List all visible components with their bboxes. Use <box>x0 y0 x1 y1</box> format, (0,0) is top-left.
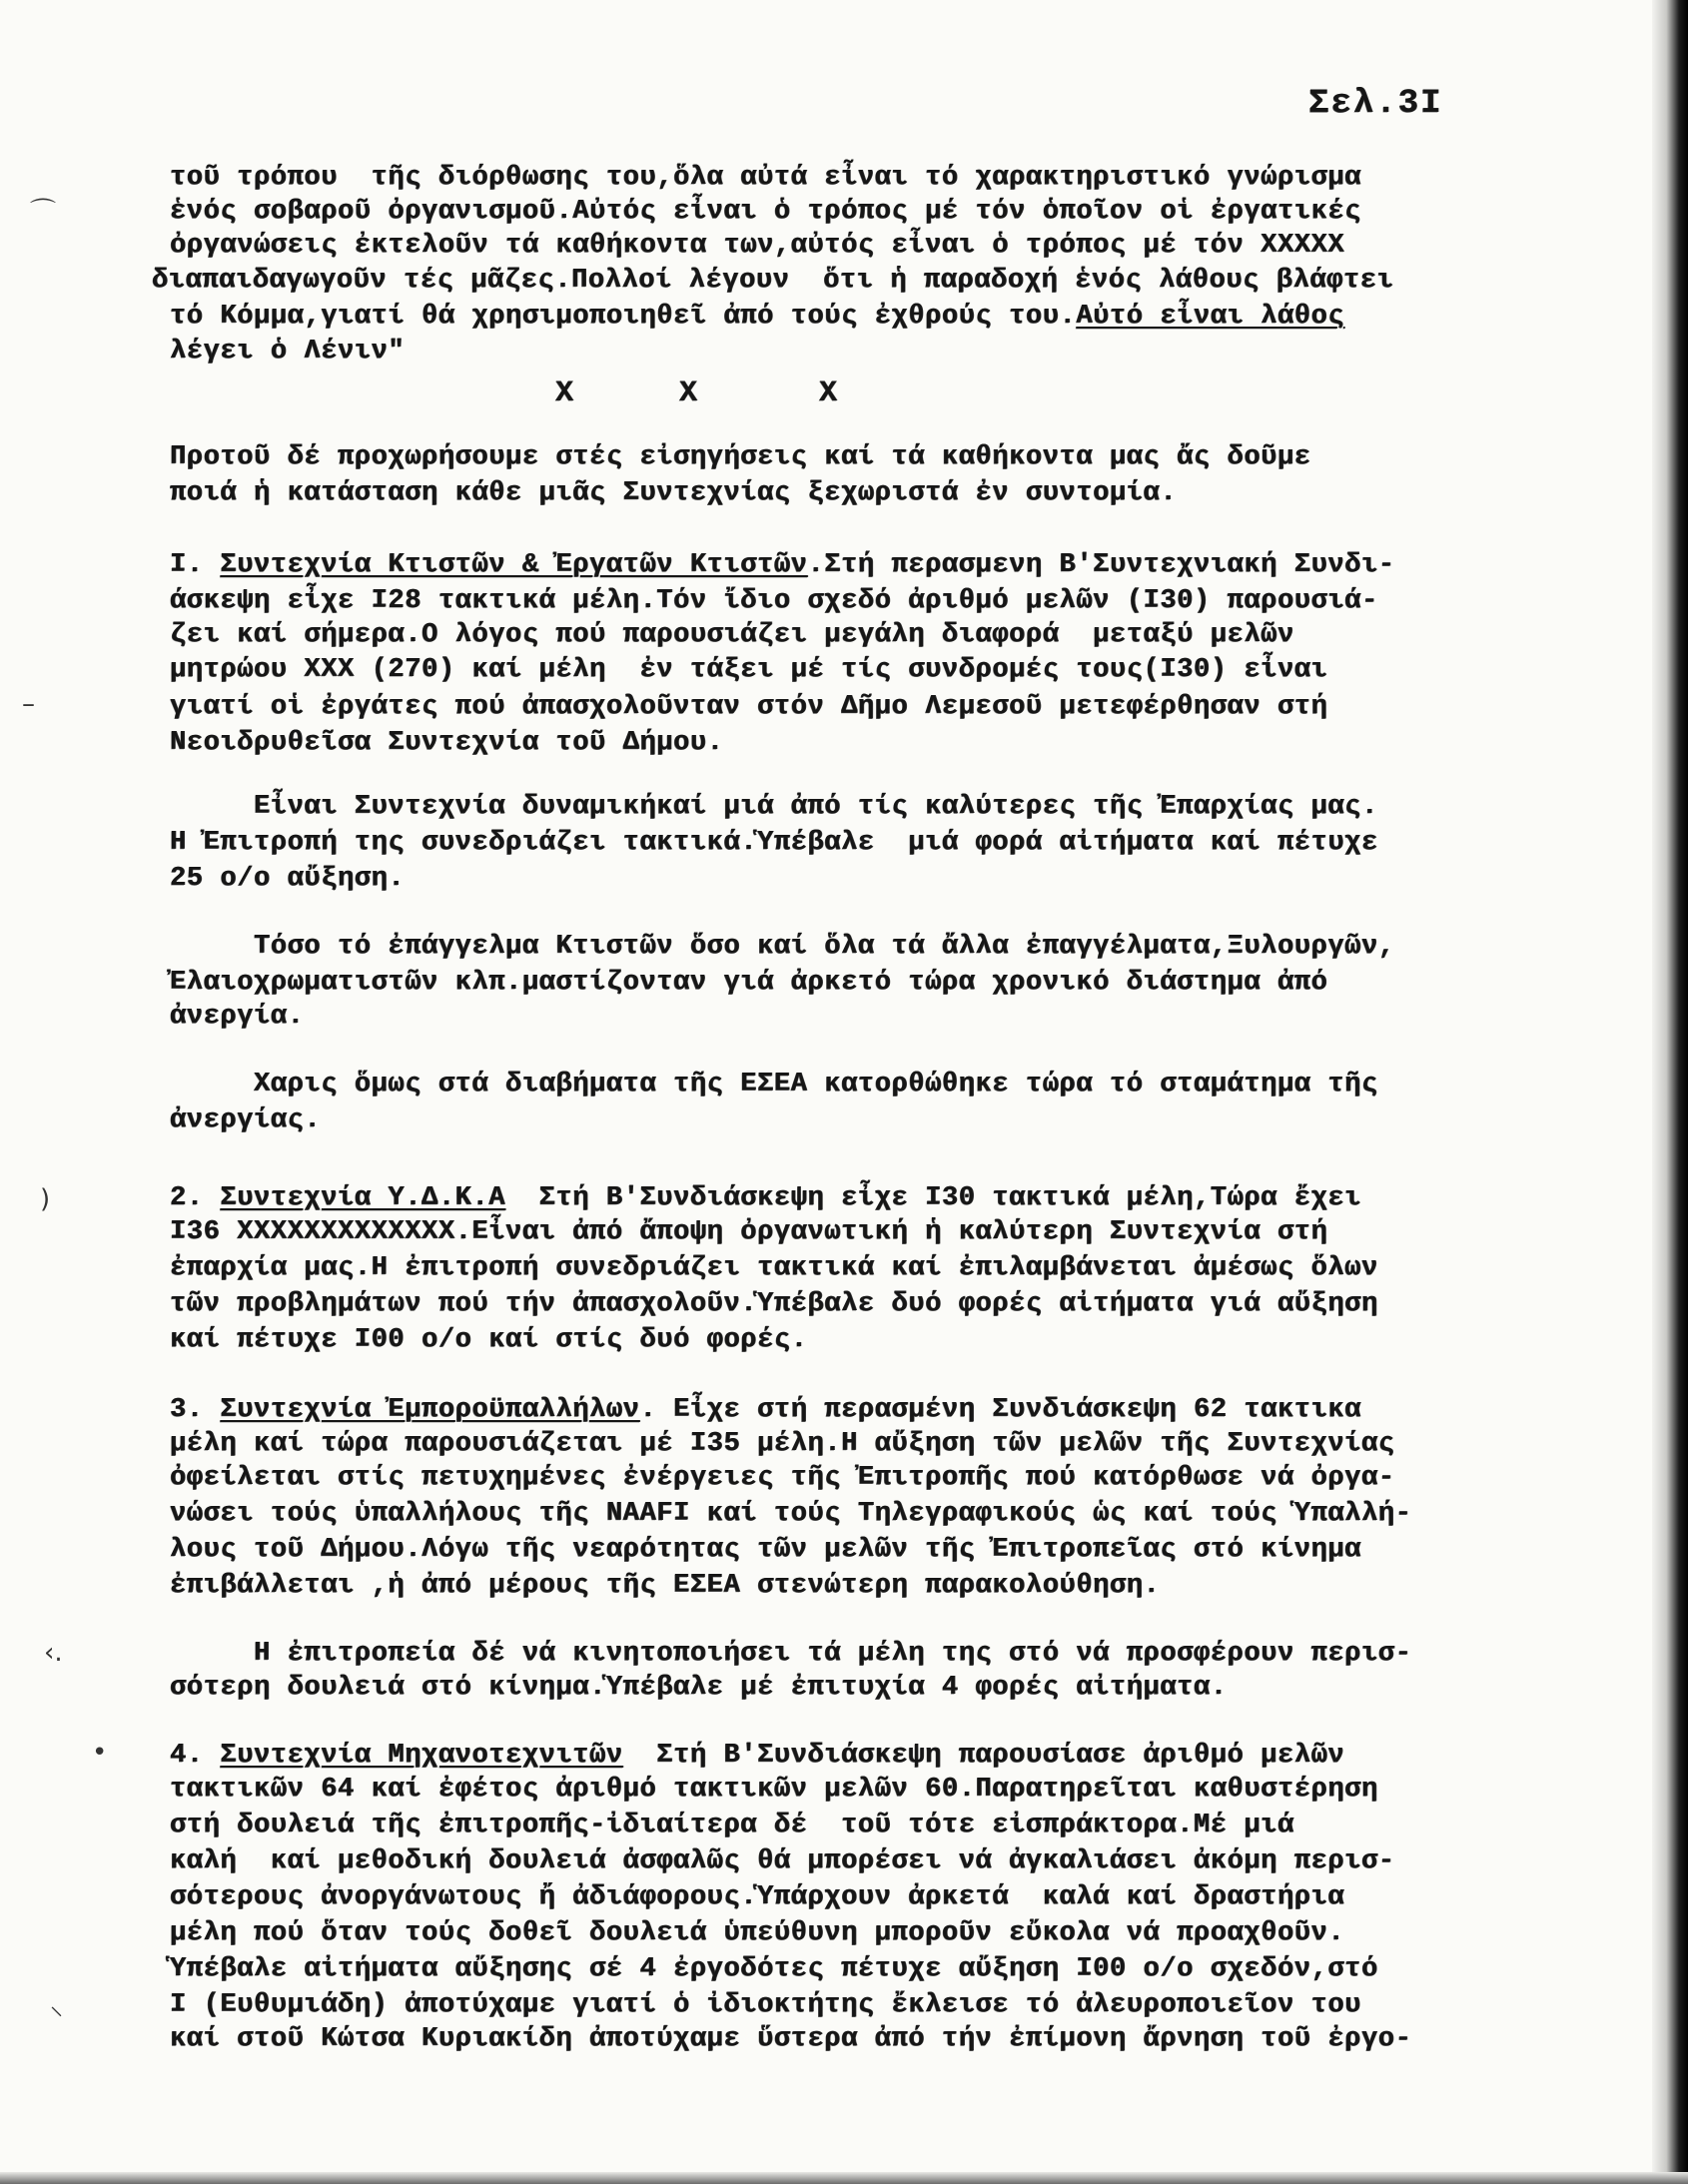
text-line <box>170 1104 321 1136</box>
text-line <box>170 441 1311 473</box>
line-text: μητρώου ΧΧΧ (270) καί μέλη ἐν τάξει μέ τίς συνδρομές τους(Ι30) εἶναι <box>170 655 1328 685</box>
text-line <box>170 1498 1411 1530</box>
margin-dot: • <box>92 1738 108 1768</box>
text-line <box>170 301 1344 333</box>
line-text: άσκεψη εἶχε Ι28 τακτικά μέλη.Τόν ἴδιο σχεδό ἀριθμό μελῶν (Ι30) παρουσιά- <box>170 586 1378 616</box>
text-line <box>170 585 1378 617</box>
line-text: 4. <box>170 1741 221 1771</box>
text-line <box>170 1953 1378 1985</box>
line-text: ὀφείλεται στίς πετυχημένες ἐνέργειες τῆς Ἐπιτροπῆς πού κατόρθωσε νά ὀργα- <box>170 1463 1395 1493</box>
text-line <box>170 1638 1411 1670</box>
text-line <box>170 1216 1327 1248</box>
text-line <box>170 1252 1378 1284</box>
text-line <box>170 619 1294 651</box>
text-line <box>170 2023 1411 2055</box>
text-line <box>170 1845 1395 1877</box>
line-text: καλή καί μεθοδική δουλειά ἀσφαλῶς θά μπορέσει νά ἀγκαλιάσει ἀκόμη περισ- <box>170 1846 1395 1876</box>
text-line <box>170 196 1361 228</box>
text-line <box>170 1324 808 1356</box>
line-text: τακτικῶν 64 καί ἐφέτος ἀριθμό τακτικῶν μελῶν 60.Παρατηρεῖται καθυστέρηση <box>170 1775 1378 1805</box>
line-text: τό Κόμμα,γιατί θά χρησιμοποιηθεῖ ἀπό τούς ἐχθρούς του. <box>170 302 1077 332</box>
text-line <box>170 162 1361 194</box>
line-text: Ι. <box>170 550 221 580</box>
line-text: λους τοῦ Δήμου.Λόγω τῆς νεαρότητας τῶν μελῶν τῆς Ἐπιτροπεῖας στό κίνημα <box>170 1535 1361 1565</box>
underlined-heading: Συντεχνία Υ.Δ.Κ.Α <box>220 1183 506 1213</box>
line-text: ἐπιβάλλεται ,ἡ ἀπό μέρους τῆς ΕΣΕΑ στενώτερη παρακολούθηση. <box>170 1571 1161 1601</box>
margin-scribble: ⸌ <box>50 2002 64 2032</box>
text-line <box>170 1288 1378 1320</box>
underlined-heading: Συντεχνία Κτιστῶν & Ἐργατῶν Κτιστῶν <box>220 550 808 580</box>
text-line <box>170 1534 1361 1566</box>
line-text: Ι36 ΧΧΧΧΧΧΧΧΧΧΧΧΧ.Εἶναι ἀπό ἄποψη ὀργανωτική ἡ καλύτερη Συντεχνία στή <box>170 1217 1328 1247</box>
margin-scribble: ‹. <box>44 1638 63 1668</box>
text-line <box>170 230 1344 262</box>
line-text: Ι (Ευθυμιάδη) ἀποτύχαμε γιατί ὁ ἰδιοκτήτης ἔκλεισε τό ἀλευροποιεῖον του <box>170 1990 1361 2020</box>
text-line <box>170 1917 1344 1949</box>
line-text: ἐπαρχία μας.Η ἐπιτροπή συνεδριάζει τακτικά καί ἐπιλαμβάνεται ἀμέσως ὅλων <box>170 1253 1378 1283</box>
line-text: μέλη καί τώρα παρουσιάζεται μέ Ι35 μέλη.Η αὔξηση τῶν μελῶν τῆς Συντεχνίας <box>170 1429 1395 1459</box>
line-text: ἑνός σοβαροῦ ὀργανισμοῦ.Αὐτός εἶναι ὁ τρόπος μέ τόν ὁποῖον οἱ ἐργατικές <box>170 197 1361 227</box>
text-line <box>170 336 405 367</box>
line-text: ποιά ἡ κατάσταση κάθε μιᾶς Συντεχνίας ξεχωριστά ἐν συντομία. <box>170 478 1178 508</box>
line-text: Νεοιδρυθεῖσα Συντεχνία τοῦ Δήμου. <box>170 728 724 758</box>
text-line <box>170 549 1395 581</box>
separator-mark: X <box>555 376 574 410</box>
text-line <box>170 654 1327 686</box>
margin-scribble: – <box>22 689 35 719</box>
line-text-continued: Στή Β'Συνδιάσκεψη εἶχε Ι30 τακτικά μέλη,Τώρα ἔχει <box>505 1183 1362 1213</box>
line-text: λέγει ὁ Λένιν" <box>170 337 406 366</box>
line-text: Τόσο τό ἐπάγγελμα Κτιστῶν ὅσο καί ὅλα τά ἄλλα ἐπαγγέλματα,Ξυλουργῶν, <box>170 932 1395 962</box>
text-line <box>170 1881 1344 1913</box>
text-line <box>170 1740 1344 1772</box>
line-text: γιατί οἱ ἐργάτες πού ἀπασχολοῦνταν στόν Δῆμο Λεμεσοῦ μετεφέρθησαν στή <box>170 692 1328 722</box>
separator-mark: X <box>819 376 838 410</box>
underlined-heading: Αὐτό εἶναι λάθος <box>1076 302 1345 332</box>
margin-scribble: ⌒ <box>30 198 57 228</box>
line-text: ζει καί σήμερα.Ο λόγος πού παρουσιάζει μεγάλη διαφορά μεταξύ μελῶν <box>170 620 1294 650</box>
line-text: στή δουλειά τῆς ἐπιτροπῆς-ἰδιαίτερα δέ τοῦ τότε εἰσπράκτορα.Μέ μιά <box>170 1811 1294 1840</box>
line-text: διαπαιδαγωγοῦν τές μᾶζες.Πολλοί λέγουν ὅτι ἡ παραδοχή ἑνός λάθους βλάφτει <box>152 266 1394 296</box>
text-line <box>170 1989 1361 2021</box>
underlined-heading: Συντεχνία Ἐμποροϋπαλλήλων <box>220 1395 640 1425</box>
text-line <box>170 863 405 895</box>
text-line <box>170 1570 1160 1602</box>
line-text: ὀργανώσεις ἐκτελοῦν τά καθήκοντα των,αὐτός εἶναι ὁ τρόπος μέ τόν ΧΧΧΧΧ <box>170 231 1345 261</box>
line-text: Η Ἐπιτροπή της συνεδριάζει τακτικά.Ὑπέβαλε μιά φορά αἰτήματα καί πέτυχε <box>170 828 1378 858</box>
underlined-heading: Συντεχνία Μηχανοτεχνιτῶν <box>220 1741 623 1771</box>
line-text: Προτοῦ δέ προχωρήσουμε στές εἰσηγήσεις καί τά καθήκοντα μας ἄς δοῦμε <box>170 442 1311 472</box>
line-text: τῶν προβλημάτων πού τήν ἀπασχολοῦν.Ὑπέβαλε δυό φορές αἰτήματα γιά αὔξηση <box>170 1289 1378 1319</box>
line-text: σότερους ἀνοργάνωτους ἤ ἀδιάφορους.Ὑπάρχουν ἀρκετά καλά καί δραστήρια <box>170 1882 1345 1912</box>
line-text: Χαρις ὅμως στά διαβήματα τῆς ΕΣΕΑ κατορθώθηκε τώρα τό σταμάτημα τῆς <box>170 1070 1378 1099</box>
page-number: Σελ.3Ι <box>1308 85 1443 123</box>
line-text: καί πέτυχε Ι00 ο/ο καί στίς δυό φορές. <box>170 1325 808 1355</box>
text-line <box>170 967 1327 999</box>
line-text: Η ἐπιτροπεία δέ νά κινητοποιήσει τά μέλη της στό νά προσφέρουν περισ- <box>170 1639 1412 1669</box>
text-line <box>170 827 1378 859</box>
line-text: τοῦ τρόπου τῆς διόρθωσης του,ὅλα αὐτά εἶναι τό χαρακτηριστικό γνώρισμα <box>170 163 1361 193</box>
line-text-continued: Στή Β'Συνδιάσκεψη παρουσίασε ἀριθμό μελῶν <box>622 1741 1345 1771</box>
line-text-continued: . Εἶχε στή περασμένη Συνδιάσκεψη 62 τακτικα <box>639 1395 1362 1425</box>
line-text: 2. <box>170 1183 221 1213</box>
line-text: ἀνεργίας. <box>170 1105 322 1135</box>
text-line <box>170 727 724 759</box>
text-line <box>170 1394 1361 1426</box>
text-line <box>170 1774 1378 1806</box>
line-text: 3. <box>170 1395 221 1425</box>
line-text: Ἐλαιοχρωματιστῶν κλπ.μαστίζονταν γιά ἀρκετό τώρα χρονικό διάστημα ἀπό <box>170 968 1328 998</box>
text-line <box>170 1672 1228 1704</box>
line-text: ἀνεργία. <box>170 1002 305 1032</box>
line-text: καί στοῦ Κώτσα Κυριακίδη ἀποτύχαμε ὕστερα ἀπό τήν ἐπίμονη ἄρνηση τοῦ ἐργο- <box>170 2024 1412 2054</box>
text-line <box>170 1069 1378 1100</box>
text-line <box>152 265 1393 297</box>
text-line <box>170 1810 1294 1841</box>
line-text: μέλη πού ὅταν τούς δοθεῖ δουλειά ὑπεύθυνη μποροῦν εὔκολα νά προαχθοῦν. <box>170 1918 1345 1948</box>
separator-mark: X <box>679 376 698 410</box>
text-line <box>170 477 1177 509</box>
text-line <box>170 1462 1395 1494</box>
line-text-continued: .Στή περασμενη Β'Συντεχνιακή Συνδι- <box>807 550 1395 580</box>
text-line <box>170 1428 1395 1460</box>
text-line <box>170 1001 304 1033</box>
line-text: Ὑπέβαλε αἰτήματα αὔξησης σέ 4 ἐργοδότες πέτυχε αὔξηση Ι00 ο/ο σχεδόν,στό <box>170 1954 1378 1984</box>
line-text: Εἶναι Συντεχνία δυναμικήκαί μιά ἀπό τίς καλύτερες τῆς Ἐπαρχίας μας. <box>170 792 1378 822</box>
line-text: νώσει τούς ὑπαλλήλους τῆς ΝΑΑFΙ καί τούς Τηλεγραφικούς ὡς καί τούς Ὑπαλλή- <box>170 1499 1412 1529</box>
text-line <box>170 1182 1361 1214</box>
text-line <box>170 791 1378 823</box>
text-line <box>170 931 1395 963</box>
text-line <box>170 691 1327 723</box>
margin-scribble: ) <box>40 1184 51 1214</box>
line-text: 25 ο/ο αὔξηση. <box>170 864 406 894</box>
line-text: σότερη δουλειά στό κίνημα.Ὑπέβαλε μέ ἐπιτυχία 4 φορές αἰτήματα. <box>170 1673 1228 1703</box>
